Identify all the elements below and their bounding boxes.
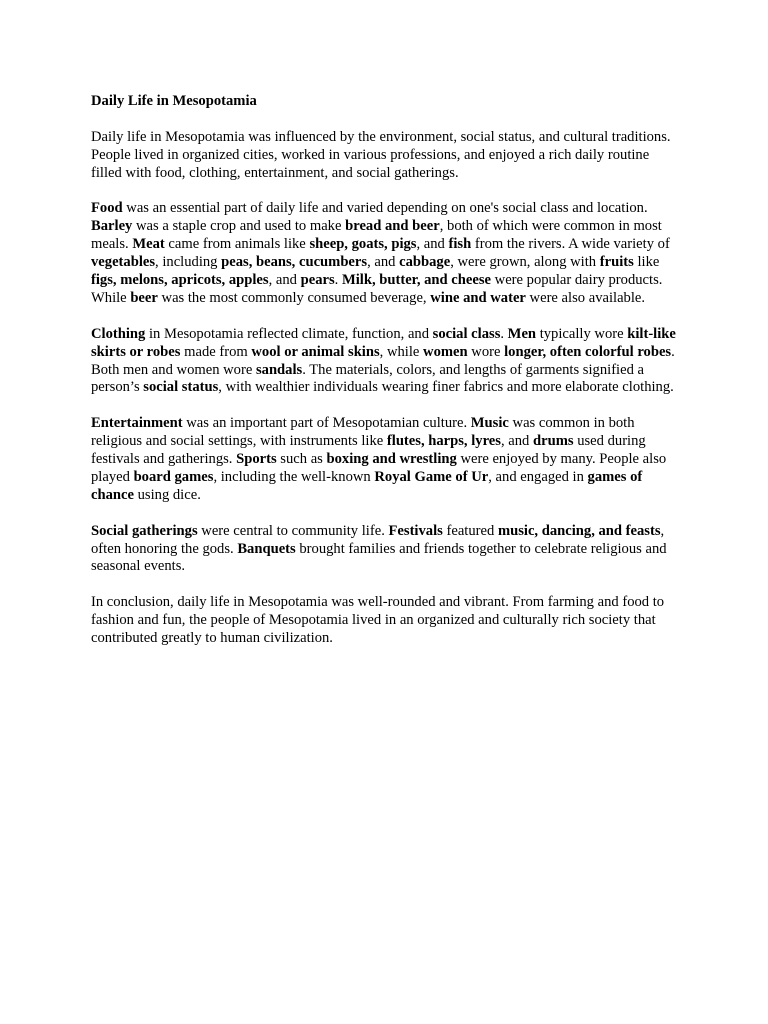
text-run: , and [367, 254, 400, 271]
bold-text: vegetables [91, 254, 156, 271]
text-run: , while [379, 343, 424, 360]
text-run: typically wore [536, 325, 628, 342]
text-run: came from animals like [164, 236, 310, 253]
bold-text: social status [143, 379, 219, 396]
bold-text: beer [130, 289, 158, 306]
bold-text: Festivals [388, 522, 443, 539]
text-run: , and [268, 272, 301, 289]
bold-text: sheep, goats, pigs [309, 236, 417, 253]
bold-text: Entertainment [91, 415, 183, 432]
paragraph [91, 415, 681, 505]
bold-text: kilt-like skirts or robes [91, 325, 676, 360]
paragraph [91, 129, 681, 183]
document-body [91, 129, 681, 648]
bold-text: music, dancing, and feasts [497, 522, 661, 539]
text-run: in Mesopotamia reflected climate, function, and [145, 325, 433, 342]
text-run: . The materials, colors, and lengths of garments signified a person’s [91, 361, 645, 396]
bold-text: Royal Game of Ur [374, 468, 489, 485]
bold-text: Banquets [237, 540, 296, 557]
text-run: were popular dairy products. While [91, 272, 663, 306]
paragraph [91, 200, 681, 307]
bold-text: Barley [91, 218, 133, 235]
text-run: . Both men and women wore [91, 343, 675, 378]
text-run: , including the well-known [213, 468, 375, 485]
text-run: was the most commonly consumed beverage, [157, 289, 431, 306]
text-run: was an essential part of daily life and varied depending on one's social class and location. [122, 200, 648, 217]
bold-text: figs, melons, apricots, apples [91, 272, 269, 289]
text-run: brought families and friends together to celebrate religious and seasonal events. [91, 540, 667, 575]
bold-text: social class [432, 325, 501, 342]
bold-text: pears [300, 272, 335, 289]
text-run: , both of which were common in most meals. [91, 218, 662, 253]
text-run: was common in both religious and social settings, with instruments like [91, 415, 635, 450]
bold-text: Clothing [91, 325, 146, 342]
bold-text: sandals [255, 361, 303, 378]
bold-text: flutes, harps, lyres [386, 433, 501, 450]
text-run: , with wealthier individuals wearing finer fabrics and more elaborate clothing. [218, 379, 674, 396]
bold-text: Meat [132, 236, 165, 253]
text-run: such as [276, 451, 327, 468]
text-run: , and [500, 433, 533, 450]
bold-text: wine and water [430, 289, 526, 306]
bold-text: games of chance [91, 468, 643, 503]
text-run: featured [442, 522, 498, 539]
bold-text: Milk, butter, and cheese [341, 272, 491, 289]
bold-text: Men [507, 325, 537, 342]
text-run: , and [416, 236, 449, 253]
bold-text: fish [448, 236, 472, 253]
bold-text: Music [470, 415, 509, 432]
paragraph [91, 523, 681, 577]
text-run: made from [180, 343, 252, 360]
text-run: , and engaged in [488, 468, 588, 485]
bold-text: bread and beer [345, 218, 440, 235]
bold-text: women [423, 343, 468, 360]
text-run: like [633, 254, 660, 271]
text-run: used during festivals and gatherings. [91, 433, 646, 468]
bold-text: fruits [599, 254, 634, 271]
text-run: was an important part of Mesopotamian culture. [182, 415, 471, 432]
text-run: using dice. [133, 486, 201, 503]
document-page [91, 93, 681, 666]
bold-text: Sports [236, 451, 277, 468]
text-run: , often honoring the gods. [91, 522, 665, 557]
bold-text: wool or animal skins [251, 343, 380, 360]
document-title: Daily Life in Mesopotamia [91, 93, 257, 109]
text-run: were central to community life. [197, 522, 389, 539]
bold-text: board games [133, 468, 214, 485]
bold-text: peas, beans, cucumbers [221, 254, 368, 271]
bold-text: longer, often colorful robes [504, 343, 672, 360]
text-run: were also available. [525, 289, 646, 306]
bold-text: cabbage [399, 254, 451, 271]
bold-text: boxing and wrestling [326, 451, 457, 468]
text-run: Daily life in Mesopotamia was influenced by the environment, social status, and cultural traditions. People lived in organized cities, worked in various professions, and enjoyed a rich daily routine filled with food, clothing, entertainment, and social gatherings. [91, 128, 671, 181]
bold-text: Social gatherings [91, 522, 198, 539]
text-run: . [500, 325, 508, 342]
paragraph [91, 326, 681, 398]
text-run: , were grown, along with [450, 254, 600, 271]
bold-text: Food [91, 200, 123, 217]
text-run: . [334, 272, 342, 289]
text-run: , including [155, 254, 222, 271]
text-run: were enjoyed by many. People also played [91, 451, 667, 485]
text-run: In conclusion, daily life in Mesopotamia was well-rounded and vibrant. From farming and food to fashion and fun, the people of Mesopotamia lived in an organized and culturally rich society that contributed greatly to human civilization. [91, 594, 665, 647]
text-run: wore [467, 343, 505, 360]
paragraph [91, 594, 681, 648]
text-run: was a staple crop and used to make [132, 218, 346, 235]
bold-text: drums [533, 433, 574, 450]
text-run: from the rivers. A wide variety of [471, 236, 670, 253]
